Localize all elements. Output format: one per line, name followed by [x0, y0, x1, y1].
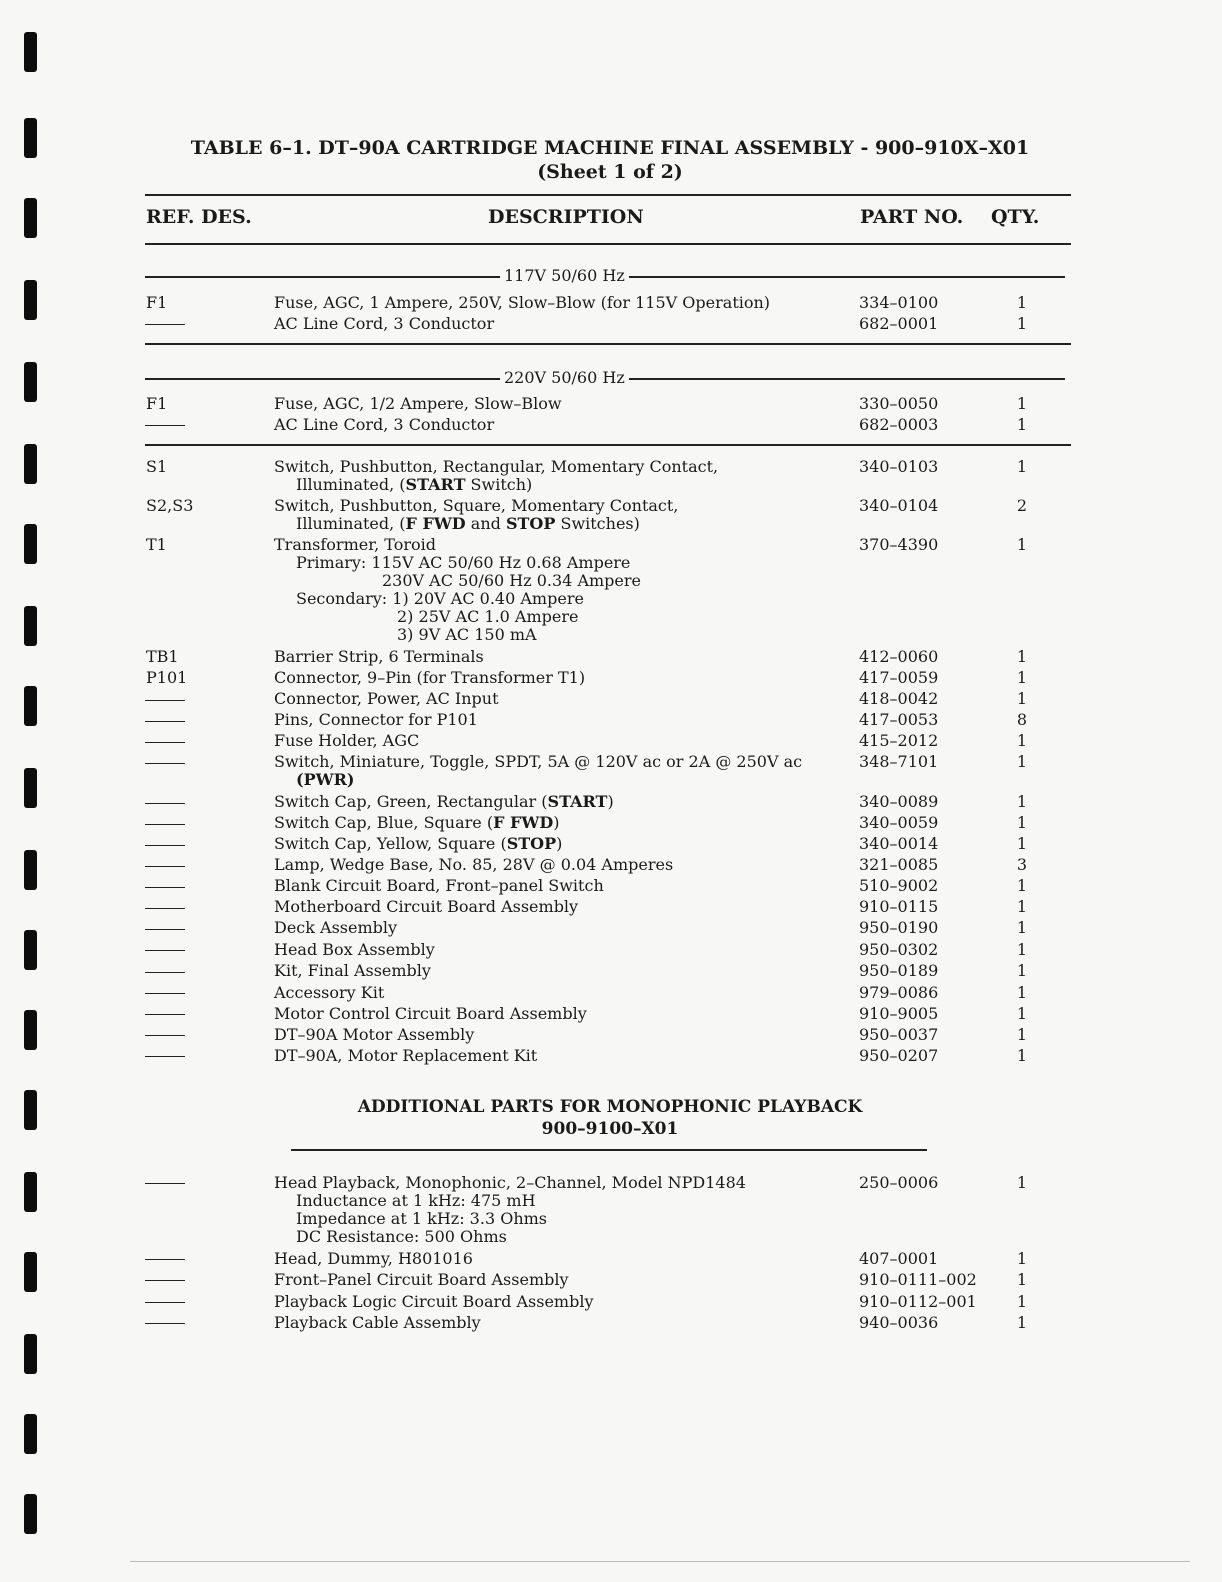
- ref-dash: [145, 950, 185, 951]
- description: Switch Cap, Yellow, Square (STOP): [274, 834, 563, 853]
- description: Connector, 9–Pin (for Transformer T1): [274, 668, 586, 687]
- ref-dash: [145, 993, 185, 994]
- page-bottom-rule: [130, 1561, 1190, 1562]
- part-number: 334–0100: [859, 293, 939, 312]
- description: Head Playback, Monophonic, 2–Channel, Model NPD1484: [274, 1173, 746, 1192]
- description: Fuse, AGC, 1/2 Ampere, Slow–Blow: [274, 394, 562, 413]
- description: DT–90A Motor Assembly: [274, 1025, 475, 1044]
- col-header-ref: REF. DES.: [146, 206, 252, 228]
- quantity: 1: [1016, 394, 1028, 413]
- ref-dash: [145, 1014, 185, 1015]
- part-number: 910–0115: [859, 897, 939, 916]
- description-line2: Illuminated, (START Switch): [296, 475, 533, 494]
- quantity: 1: [1016, 415, 1028, 434]
- mono-title-line2: 900–9100–X01: [541, 1119, 679, 1139]
- col-header-description: DESCRIPTION: [488, 206, 644, 228]
- description: AC Line Cord, 3 Conductor: [274, 314, 495, 333]
- table-title-line2: (Sheet 1 of 2): [537, 161, 683, 183]
- part-number: 340–0103: [859, 457, 939, 476]
- description: Motherboard Circuit Board Assembly: [274, 897, 579, 916]
- ref-dash: [145, 1259, 185, 1260]
- ref-dash: [145, 908, 185, 909]
- quantity: 1: [1016, 1313, 1028, 1332]
- quantity: 1: [1016, 752, 1028, 771]
- part-number: 370–4390: [859, 535, 939, 554]
- quantity: 1: [1016, 1004, 1028, 1023]
- description: Switch, Miniature, Toggle, SPDT, 5A @ 120V ac or 2A @ 250V ac: [274, 752, 803, 771]
- part-number: 950–0189: [859, 961, 939, 980]
- ref-dash: [145, 1302, 185, 1303]
- binder-hole: [24, 1090, 37, 1130]
- part-number: 330–0050: [859, 394, 939, 413]
- ref-dash: [145, 721, 185, 722]
- ref-dash: [145, 866, 185, 867]
- part-number: 340–0014: [859, 834, 939, 853]
- quantity: 1: [1016, 1173, 1028, 1192]
- part-number: 417–0059: [859, 668, 939, 687]
- part-number: 417–0053: [859, 710, 939, 729]
- ref-dash: [145, 972, 185, 973]
- ref-des: F1: [146, 293, 168, 312]
- ref-dash: [145, 763, 185, 764]
- binder-hole: [24, 686, 37, 726]
- description: Head Box Assembly: [274, 940, 435, 959]
- binder-hole: [24, 32, 37, 72]
- quantity: 1: [1016, 293, 1028, 312]
- ref-des: F1: [146, 394, 168, 413]
- quantity: 1: [1016, 457, 1028, 476]
- quantity: 1: [1016, 813, 1028, 832]
- mono-title-line1: ADDITIONAL PARTS FOR MONOPHONIC PLAYBACK: [357, 1097, 863, 1117]
- ref-dash: [145, 742, 185, 743]
- ref-dash: [145, 1323, 185, 1324]
- description: Lamp, Wedge Base, No. 85, 28V @ 0.04 Amperes: [274, 855, 674, 874]
- part-number: 340–0089: [859, 792, 939, 811]
- description: Accessory Kit: [274, 983, 385, 1002]
- binder-hole: [24, 850, 37, 890]
- part-number: 407–0001: [859, 1249, 939, 1268]
- binder-hole: [24, 1494, 37, 1534]
- section-rule: [145, 444, 1071, 446]
- part-number: 910–0111–002: [859, 1270, 977, 1289]
- quantity: 1: [1016, 689, 1028, 708]
- binder-hole: [24, 1252, 37, 1292]
- header-top-rule: [145, 194, 1071, 196]
- group-label-117v: 117V 50/60 Hz: [500, 266, 629, 285]
- description: Kit, Final Assembly: [274, 961, 431, 980]
- quantity: 1: [1016, 940, 1028, 959]
- ref-dash: [145, 803, 185, 804]
- description: Head, Dummy, H801016: [274, 1249, 473, 1268]
- mono-section-title: [300, 1096, 920, 1140]
- binder-hole: [24, 930, 37, 970]
- binder-hole: [24, 362, 37, 402]
- col-header-qty: QTY.: [991, 206, 1040, 228]
- quantity: 1: [1016, 535, 1028, 554]
- quantity: 1: [1016, 1270, 1028, 1289]
- description: Connector, Power, AC Input: [274, 689, 499, 708]
- description: Fuse Holder, AGC: [274, 731, 420, 750]
- binder-hole: [24, 1010, 37, 1050]
- quantity: 1: [1016, 1249, 1028, 1268]
- quantity: 2: [1016, 496, 1028, 515]
- ref-dash: [145, 324, 185, 325]
- description: Pins, Connector for P101: [274, 710, 478, 729]
- part-number: 250–0006: [859, 1173, 939, 1192]
- binder-hole: [24, 524, 37, 564]
- description: DT–90A, Motor Replacement Kit: [274, 1046, 538, 1065]
- spec-line: 3) 9V AC 150 mA: [397, 625, 537, 644]
- part-number: 348–7101: [859, 752, 939, 771]
- description: Switch, Pushbutton, Square, Momentary Contact,: [274, 496, 679, 515]
- ref-dash: [145, 929, 185, 930]
- quantity: 1: [1016, 792, 1028, 811]
- part-number: 418–0042: [859, 689, 939, 708]
- part-number: 910–0112–001: [859, 1292, 977, 1311]
- description: Switch, Pushbutton, Rectangular, Momentary Contact,: [274, 457, 719, 476]
- description: Transformer, Toroid: [274, 535, 436, 554]
- mono-section-rule: [291, 1149, 927, 1151]
- part-number: 340–0059: [859, 813, 939, 832]
- quantity: 3: [1016, 855, 1028, 874]
- quantity: 1: [1016, 876, 1028, 895]
- description: Blank Circuit Board, Front–panel Switch: [274, 876, 604, 895]
- binder-hole: [24, 768, 37, 808]
- binder-hole: [24, 198, 37, 238]
- spec-line: DC Resistance: 500 Ohms: [296, 1227, 507, 1246]
- description: AC Line Cord, 3 Conductor: [274, 415, 495, 434]
- binder-hole: [24, 606, 37, 646]
- quantity: 1: [1016, 918, 1028, 937]
- part-number: 415–2012: [859, 731, 939, 750]
- ref-des: TB1: [146, 647, 179, 666]
- description-line2: (PWR): [296, 770, 355, 789]
- description: Motor Control Circuit Board Assembly: [274, 1004, 587, 1023]
- quantity: 8: [1016, 710, 1028, 729]
- table-title: [150, 136, 1070, 184]
- description: Fuse, AGC, 1 Ampere, 250V, Slow–Blow (for 115V Operation): [274, 293, 771, 312]
- ref-dash: [145, 824, 185, 825]
- part-number: 340–0104: [859, 496, 939, 515]
- quantity: 1: [1016, 647, 1028, 666]
- spec-line: 230V AC 50/60 Hz 0.34 Ampere: [382, 571, 641, 590]
- description: Barrier Strip, 6 Terminals: [274, 647, 484, 666]
- quantity: 1: [1016, 731, 1028, 750]
- spec-line: Primary: 115V AC 50/60 Hz 0.68 Ampere: [296, 553, 631, 572]
- spec-line: 2) 25V AC 1.0 Ampere: [397, 607, 579, 626]
- ref-dash: [145, 425, 185, 426]
- description: Switch Cap, Green, Rectangular (START): [274, 792, 614, 811]
- binder-hole: [24, 1414, 37, 1454]
- ref-dash: [145, 1280, 185, 1281]
- quantity: 1: [1016, 1025, 1028, 1044]
- header-bottom-rule: [145, 243, 1071, 245]
- part-number: 979–0086: [859, 983, 939, 1002]
- description: Deck Assembly: [274, 918, 398, 937]
- part-number: 950–0302: [859, 940, 939, 959]
- part-number: 682–0001: [859, 314, 939, 333]
- ref-des: S1: [146, 457, 168, 476]
- spec-line: Impedance at 1 kHz: 3.3 Ohms: [296, 1209, 548, 1228]
- quantity: 1: [1016, 1046, 1028, 1065]
- ref-dash: [145, 1183, 185, 1184]
- quantity: 1: [1016, 668, 1028, 687]
- binder-hole: [24, 1172, 37, 1212]
- part-number: 321–0085: [859, 855, 939, 874]
- part-number: 950–0207: [859, 1046, 939, 1065]
- binder-hole: [24, 118, 37, 158]
- group-label-220v: 220V 50/60 Hz: [500, 368, 629, 387]
- spec-line: Inductance at 1 kHz: 475 mH: [296, 1191, 536, 1210]
- quantity: 1: [1016, 897, 1028, 916]
- description: Front–Panel Circuit Board Assembly: [274, 1270, 569, 1289]
- binder-hole: [24, 444, 37, 484]
- col-header-part-no: PART NO.: [860, 206, 964, 228]
- quantity: 1: [1016, 314, 1028, 333]
- binder-hole: [24, 1334, 37, 1374]
- quantity: 1: [1016, 983, 1028, 1002]
- description: Switch Cap, Blue, Square (F FWD): [274, 813, 560, 832]
- ref-des: T1: [146, 535, 167, 554]
- description: Playback Logic Circuit Board Assembly: [274, 1292, 594, 1311]
- ref-dash: [145, 700, 185, 701]
- part-number: 910–9005: [859, 1004, 939, 1023]
- ref-dash: [145, 1035, 185, 1036]
- description: Playback Cable Assembly: [274, 1313, 481, 1332]
- part-number: 950–0190: [859, 918, 939, 937]
- description-line2: Illuminated, (F FWD and STOP Switches): [296, 514, 640, 533]
- binder-hole: [24, 280, 37, 320]
- quantity: 1: [1016, 1292, 1028, 1311]
- ref-des: P101: [146, 668, 188, 687]
- quantity: 1: [1016, 834, 1028, 853]
- part-number: 950–0037: [859, 1025, 939, 1044]
- part-number: 940–0036: [859, 1313, 939, 1332]
- part-number: 510–9002: [859, 876, 939, 895]
- ref-dash: [145, 1056, 185, 1057]
- section-rule: [145, 343, 1071, 345]
- part-number: 682–0003: [859, 415, 939, 434]
- part-number: 412–0060: [859, 647, 939, 666]
- ref-dash: [145, 845, 185, 846]
- spec-line: Secondary: 1) 20V AC 0.40 Ampere: [296, 589, 584, 608]
- table-title-line1: TABLE 6–1. DT–90A CARTRIDGE MACHINE FINAL ASSEMBLY - 900–910X–X01: [190, 137, 1030, 159]
- ref-des: S2,S3: [146, 496, 194, 515]
- ref-dash: [145, 887, 185, 888]
- quantity: 1: [1016, 961, 1028, 980]
